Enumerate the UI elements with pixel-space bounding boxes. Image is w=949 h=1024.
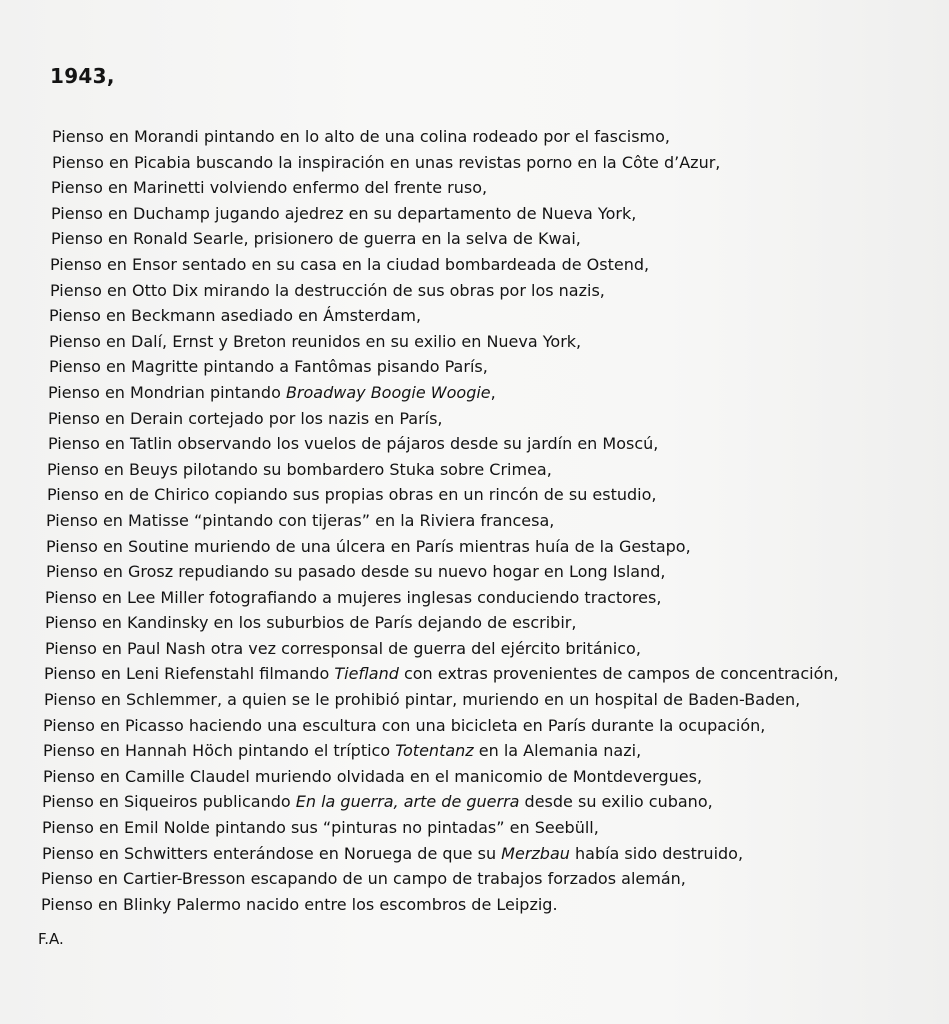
poem-line bbox=[40, 226, 945, 252]
poem-line-text: Pienso en Ronald Searle, prisionero de guerra en la selva de Kwai, bbox=[51, 229, 581, 249]
poem-line bbox=[40, 585, 945, 611]
poem-line-text: Pienso en Cartier-Bresson escapando de un campo de trabajos forzados alemán, bbox=[41, 869, 686, 889]
poem-line-text: Pienso en Siqueiros publicando bbox=[42, 792, 296, 812]
poem-line bbox=[40, 252, 945, 278]
poem-line bbox=[40, 636, 945, 662]
poem-line-italic-title: Totentanz bbox=[395, 741, 474, 761]
poem-line bbox=[40, 124, 945, 150]
poem-line-text: Pienso en Grosz repudiando su pasado desde su nuevo hogar en Long Island, bbox=[46, 562, 666, 582]
signature: F.A. bbox=[38, 930, 64, 948]
poem-line bbox=[40, 764, 945, 790]
poem-line-text: Pienso en Camille Claudel muriendo olvidada en el manicomio de Montdevergues, bbox=[43, 766, 703, 786]
poem-line bbox=[40, 329, 945, 355]
poem-line-text: Pienso en Magritte pintando a Fantômas pisando París, bbox=[49, 357, 488, 377]
poem-line-text: Pienso en Soutine muriendo de una úlcera en París mientras huía de la Gestapo, bbox=[46, 536, 691, 556]
poem-line bbox=[40, 713, 945, 739]
poem-line-text: Pienso en Leni Riefenstahl filmando bbox=[44, 664, 335, 684]
poem-line bbox=[40, 738, 945, 764]
poem-line bbox=[40, 175, 945, 201]
poem-line bbox=[40, 380, 945, 406]
poem-line bbox=[40, 687, 945, 713]
poem-line bbox=[40, 815, 945, 841]
poem-line bbox=[40, 457, 945, 483]
poem-line bbox=[40, 559, 945, 585]
poem-line-text: Pienso en Lee Miller fotografiando a mujeres inglesas conduciendo tractores, bbox=[45, 587, 662, 607]
poem-line bbox=[40, 892, 945, 918]
poem-line-text: Pienso en Marinetti volviendo enfermo del frente ruso, bbox=[51, 178, 488, 198]
poem-line-text: Pienso en Paul Nash otra vez corresponsal de guerra del ejército británico, bbox=[45, 638, 641, 658]
poem-lines bbox=[40, 124, 945, 917]
poem-line bbox=[40, 482, 945, 508]
poem-line-text: Pienso en Ensor sentado en su casa en la ciudad bombardeada de Ostend, bbox=[50, 254, 650, 274]
poem-line-text: Pienso en Beuys pilotando su bombardero Stuka sobre Crimea, bbox=[47, 459, 552, 479]
poem-line-italic-title: Merzbau bbox=[501, 843, 570, 863]
poem-line bbox=[40, 303, 945, 329]
poem-line-text-end: había sido destruido, bbox=[569, 843, 744, 863]
poem-line-text: Pienso en Matisse “pintando con tijeras” en la Riviera francesa, bbox=[46, 510, 555, 530]
poem-line bbox=[40, 866, 945, 892]
poem-line-text: Pienso en Picabia buscando la inspiración en unas revistas porno en la Côte d’Azur, bbox=[52, 152, 721, 172]
poem-line-italic-title: Tiefland bbox=[334, 664, 399, 684]
poem-line-text: Pienso en Emil Nolde pintando sus “pinturas no pintadas” en Seebüll, bbox=[42, 818, 599, 838]
poem-line-text: Pienso en Derain cortejado por los nazis en París, bbox=[48, 408, 443, 428]
poem-line-text: Pienso en Dalí, Ernst y Breton reunidos en su exilio en Nueva York, bbox=[49, 331, 582, 351]
poem-line bbox=[40, 150, 945, 176]
poem-line-text: Pienso en Duchamp jugando ajedrez en su departamento de Nueva York, bbox=[51, 203, 637, 223]
poem-line bbox=[40, 534, 945, 560]
poem-line-text: Pienso en Mondrian pintando bbox=[48, 382, 286, 402]
poem-line-text: Pienso en Schwitters enterándose en Noruega de que su bbox=[42, 843, 502, 863]
poem-line-text: Pienso en Tatlin observando los vuelos de pájaros desde su jardín en Moscú, bbox=[48, 434, 659, 454]
poem-line-text-end: , bbox=[490, 382, 496, 402]
poem-line-text-end: con extras provenientes de campos de concentración, bbox=[398, 664, 839, 684]
poem-line bbox=[40, 610, 945, 636]
poem-title: 1943, bbox=[50, 64, 115, 88]
poem-line bbox=[40, 431, 945, 457]
poem-line-text: Pienso en Morandi pintando en lo alto de una colina rodeado por el fascismo, bbox=[52, 127, 671, 146]
poem-line bbox=[40, 661, 945, 687]
poem-line-text: Pienso en Hannah Höch pintando el tríptico bbox=[43, 741, 396, 761]
poem-line bbox=[40, 841, 945, 867]
poem-line-text: Pienso en de Chirico copiando sus propias obras en un rincón de su estudio, bbox=[47, 485, 657, 505]
poem-line-text: Pienso en Otto Dix mirando la destrucción de sus obras por los nazis, bbox=[50, 280, 605, 300]
poem-line bbox=[40, 406, 945, 432]
poem-line bbox=[40, 789, 945, 815]
poem-line-text: Pienso en Beckmann asediado en Ámsterdam, bbox=[49, 306, 422, 326]
poem-line bbox=[40, 278, 945, 304]
poem-line-text: Pienso en Blinky Palermo nacido entre los escombros de Leipzig. bbox=[41, 894, 558, 914]
poem-line-text: Pienso en Picasso haciendo una escultura con una bicicleta en París durante la ocupación, bbox=[43, 715, 766, 735]
poem-line-text: Pienso en Kandinsky en los suburbios de París dejando de escribir, bbox=[45, 613, 577, 633]
poem-line-text-end: en la Alemania nazi, bbox=[473, 741, 642, 761]
poem-line-text-end: desde su exilio cubano, bbox=[519, 792, 713, 812]
poem-line bbox=[40, 354, 945, 380]
poem-line bbox=[40, 201, 945, 227]
poem-line-italic-title: En la guerra, arte de guerra bbox=[295, 792, 520, 812]
poem-line-text: Pienso en Schlemmer, a quien se le prohibió pintar, muriendo en un hospital de Baden-Baden, bbox=[44, 690, 801, 710]
poem-line bbox=[40, 508, 945, 534]
poem-line-italic-title: Broadway Boogie Woogie bbox=[285, 382, 491, 402]
